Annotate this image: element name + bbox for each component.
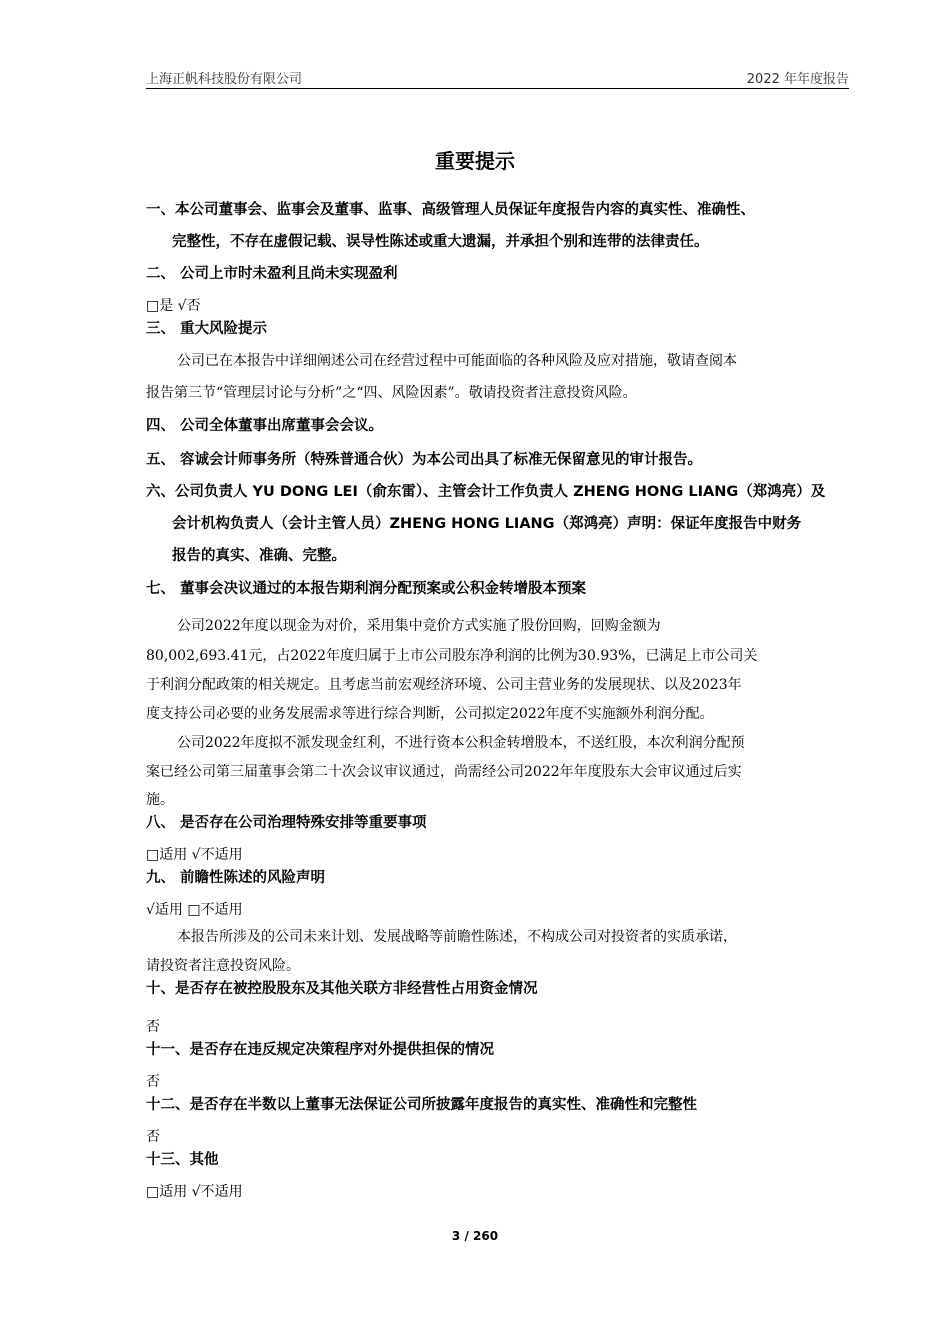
section-3-line-2: 报告第三节“管理层讨论与分析”之“四、风险因素”。敬请投资者注意投资风险。 (146, 385, 637, 401)
section-4-heading: 四、 公司全体董事出席董事会会议。 (146, 418, 384, 434)
section-9-line-1: 本报告所涉及的公司未来计划、发展战略等前瞻性陈述，不构成公司对投资者的实质承诺， (177, 929, 737, 945)
section-6-line-2: 会计机构负责人（会计主管人员）ZHENG HONG LIANG（郑鸿亮）声明：保证年度报告中财务 (172, 516, 802, 532)
section-11-answer: 否 (146, 1074, 160, 1090)
section-7-para-1-line-1: 公司2022年度以现金为对价，采用集中竞价方式实施了股份回购，回购金额为 (177, 618, 661, 634)
section-8-choice: □适用 √不适用 (146, 847, 243, 863)
section-10-heading: 十、是否存在被控股股东及其他关联方非经营性占用资金情况 (146, 981, 538, 997)
section-12-heading: 十二、是否存在半数以上董事无法保证公司所披露年度报告的真实性、准确性和完整性 (146, 1097, 697, 1113)
section-9-choice: √适用 □不适用 (146, 902, 243, 918)
section-9-line-2: 请投资者注意投资风险。 (146, 958, 300, 974)
section-7-para-1-line-4: 度支持公司必要的业务发展需求等进行综合判断，公司拟定2022年度不实施额外利润分配。 (146, 706, 714, 722)
section-7-para-1-line-3: 于利润分配政策的相关规定。且考虑当前宏观经济环境、公司主营业务的发展现状、以及2023年 (146, 677, 742, 693)
section-13-choice: □适用 √不适用 (146, 1184, 243, 1200)
section-7-heading: 七、 董事会决议通过的本报告期利润分配预案或公积金转增股本预案 (146, 581, 587, 597)
section-9-heading: 九、 前瞻性陈述的风险声明 (146, 870, 326, 886)
section-6-line-1: 六、公司负责人 YU DONG LEI（俞东雷）、主管会计工作负责人 ZHENG HONG LIANG（郑鸿亮）及 (146, 484, 826, 500)
section-7-para-1-line-2: 80,002,693.41元，占2022年度归属于上市公司股东净利润的比例为30.93%，已满足上市公司关 (146, 648, 758, 664)
section-6-line-3: 报告的真实、准确、完整。 (172, 548, 346, 564)
page-title: 重要提示 (435, 149, 515, 173)
section-11-heading: 十一、是否存在违反规定决策程序对外提供担保的情况 (146, 1042, 494, 1058)
section-10-answer: 否 (146, 1019, 160, 1035)
section-7-para-2-line-1: 公司2022年度拟不派发现金红利，不进行资本公积金转增股本，不送红股，本次利润分配预 (177, 735, 745, 751)
page-header (146, 66, 849, 89)
section-7-para-2-line-3: 施。 (146, 792, 174, 808)
section-7-para-2-line-2: 案已经公司第三届董事会第二十次会议审议通过，尚需经公司2022年年度股东大会审议通过后实 (146, 764, 742, 780)
page-number: 3 / 260 (451, 1229, 499, 1243)
section-2-heading: 二、 公司上市时未盈利且尚未实现盈利 (146, 266, 398, 282)
header-report-title: 2022 年年度报告 (746, 72, 849, 87)
section-3-heading: 三、 重大风险提示 (146, 321, 268, 337)
section-1-line-1: 一、本公司董事会、监事会及董事、监事、高级管理人员保证年度报告内容的真实性、准确性、 (146, 202, 755, 218)
section-13-heading: 十三、其他 (146, 1152, 219, 1168)
section-5-heading: 五、 容诚会计师事务所（特殊普通合伙）为本公司出具了标准无保留意见的审计报告。 (146, 452, 703, 468)
header-company: 上海正帆科技股份有限公司 (146, 72, 303, 87)
section-2-choice: □是 √否 (146, 298, 201, 314)
section-8-heading: 八、 是否存在公司治理特殊安排等重要事项 (146, 815, 427, 831)
section-12-answer: 否 (146, 1129, 160, 1145)
section-3-line-1: 公司已在本报告中详细阐述公司在经营过程中可能面临的各种风险及应对措施，敬请查阅本 (177, 353, 737, 369)
section-1-line-2: 完整性，不存在虚假记载、误导性陈述或重大遗漏，并承担个别和连带的法律责任。 (172, 234, 709, 250)
